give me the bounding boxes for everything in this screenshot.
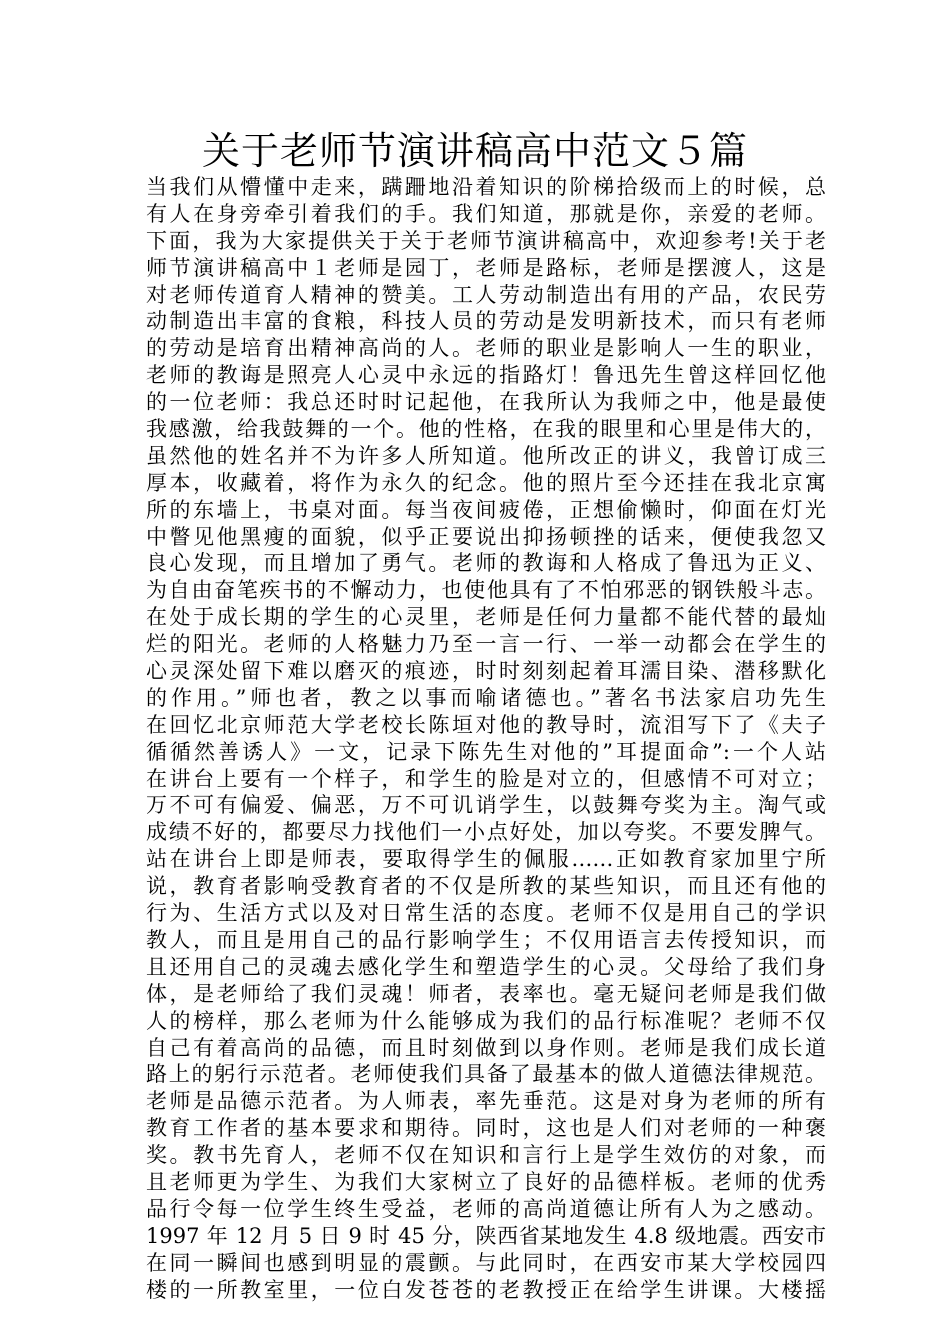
body-line: 教育工作者的基本要求和期待。同时，这也是人们对老师的一种褒 [146,1116,826,1141]
body-line: 1997 年 12 月 5 日 9 时 45 分，陕西省某地发生 4.8 级地震。西安市 [146,1223,826,1248]
body-line: 动制造出丰富的食粮，科技人员的劳动是发明新技术，而只有老师 [146,309,826,334]
body-line: 且老师更为学生、为我们大家树立了良好的品德样板。老师的优秀 [146,1169,826,1194]
body-line: 下面，我为大家提供关于关于老师节演讲稿高中，欢迎参考!关于老 [146,228,826,253]
body-line: 奖。教书先育人，老师不仅在知识和言行上是学生效仿的对象，而 [146,1143,826,1168]
body-line: 自己有着高尚的品德，而且时刻做到以身作则。老师是我们成长道 [146,1035,826,1060]
body-line: 当我们从懵懂中走来，蹒跚地沿着知识的阶梯拾级而上的时候，总 [146,175,826,199]
body-line: 师节演讲稿高中１老师是园丁，老师是路标，老师是摆渡人，这是 [146,255,826,280]
body-line: 行为、生活方式以及对日常生活的态度。老师不仅是用自己的学识 [146,901,826,926]
body-line: 路上的躬行示范者。老师使我们具备了最基本的做人道德法律规范。 [146,1062,826,1087]
body-line: 所的东墙上，书桌对面。每当夜间疲倦，正想偷懒时，仰面在灯光 [146,497,826,522]
body-line: 在回忆北京师范大学老校长陈垣对他的教导时，流泪写下了《夫子 [146,712,826,737]
body-line: 我感激，给我鼓舞的一个。他的性格，在我的眼里和心里是伟大的， [146,417,826,442]
body-line: 说，教育者影响受教育者的不仅是所教的某些知识，而且还有他的 [146,874,826,899]
document-title: 关于老师节演讲稿高中范文５篇 [201,129,748,173]
body-line: 品行令每一位学生终生受益，老师的高尚道德让所有人为之感动。 [146,1196,826,1221]
body-line: 的一位老师：我总还时时记起他，在我所认为我师之中，他是最使 [146,390,826,415]
body-line: 的作用。”师也者，教之以事而喻诸德也。”著名书法家启功先生 [146,685,826,710]
body-line: 中瞥见他黑瘦的面貌，似乎正要说出抑扬顿挫的话来，便使我忽又 [146,524,826,549]
body-line: 体，是老师给了我们灵魂！师者，表率也。毫无疑问老师是我们做 [146,981,826,1006]
body-line: 老师是品德示范者。为人师表，率先垂范。这是对身为老师的所有 [146,1089,826,1114]
body-line: 为自由奋笔疾书的不懈动力，也使他具有了不怕邪恶的钢铁般斗志。 [146,578,826,603]
body-line: 且还用自己的灵魂去感化学生和塑造学生的心灵。父母给了我们身 [146,954,826,979]
body-line: 人的榜样，那么老师为什么能够成为我们的品行标准呢？老师不仅 [146,1008,826,1033]
document-body [146,174,826,1303]
body-line: 教人，而且是用自己的品行影响学生；不仅用语言去传授知识，而 [146,927,826,952]
body-line: 循循然善诱人》一文，记录下陈先生对他的”耳提面命”:一个人站 [146,739,826,764]
body-line: 良心发现，而且增加了勇气。老师的教诲和人格成了鲁迅为正义、 [146,551,826,576]
body-line: 老师的教诲是照亮人心灵中永远的指路灯！鲁迅先生曾这样回忆他 [146,363,826,388]
body-line: 在处于成长期的学生的心灵里，老师是任何力量都不能代替的最灿 [146,605,826,630]
body-line: 烂的阳光。老师的人格魅力乃至一言一行、一举一动都会在学生的 [146,632,826,657]
body-line: 的劳动是培育出精神高尚的人。老师的职业是影响人一生的职业， [146,336,826,361]
body-line: 在讲台上要有一个样子，和学生的脸是对立的，但感情不可对立； [146,766,826,791]
body-line: 成绩不好的，都要尽力找他们一小点好处，加以夸奖。不要发脾气。 [146,820,826,845]
body-line: 对老师传道育人精神的赞美。工人劳动制造出有用的产品，农民劳 [146,282,826,307]
body-line: 虽然他的姓名并不为许多人所知道。他所改正的讲义，我曾订成三 [146,443,826,468]
body-line: 楼的一所教室里，一位白发苍苍的老教授正在给学生讲课。大楼摇 [146,1277,826,1302]
body-line: 站在讲台上即是师表，要取得学生的佩服……正如教育家加里宁所 [146,847,826,872]
body-line: 心灵深处留下难以磨灭的痕迹，时时刻刻起着耳濡目染、潜移默化 [146,659,826,684]
body-line: 厚本，收藏着，将作为永久的纪念。他的照片至今还挂在我北京寓 [146,470,826,495]
body-line: 万不可有偏爱、偏恶，万不可讥诮学生，以鼓舞夸奖为主。淘气或 [146,793,826,818]
body-line: 在同一瞬间也感到明显的震颤。与此同时，在西安市某大学校园四 [146,1250,826,1275]
body-line: 有人在身旁牵引着我们的手。我们知道，那就是你，亲爱的老师。 [146,201,826,226]
